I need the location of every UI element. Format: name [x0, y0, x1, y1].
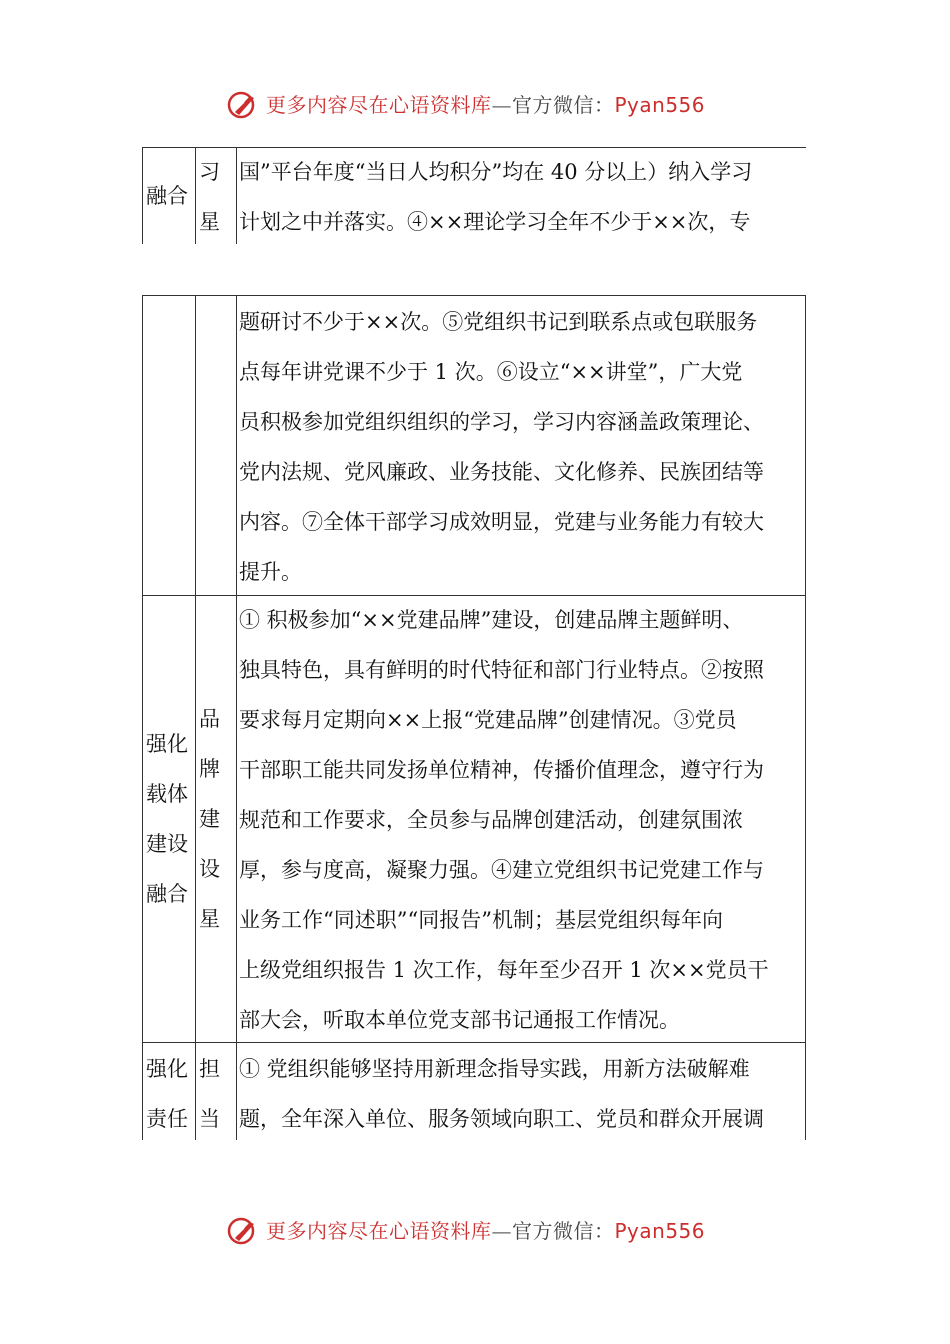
watermark-id: Pyan556: [614, 1219, 706, 1243]
content-cell: [237, 148, 806, 244]
table-row: [142, 147, 806, 244]
content-cell: [237, 1042, 806, 1140]
watermark-separator: —: [491, 93, 512, 117]
watermark-text: [266, 90, 705, 120]
category-cell: [142, 1042, 196, 1140]
watermark-label: 官方微信：: [512, 93, 615, 117]
table-row: [142, 295, 806, 596]
category-text: 强化 载体 建设 融合: [146, 732, 188, 906]
category-text: 强化 责任: [146, 1057, 188, 1131]
watermark-footer: [0, 1212, 950, 1252]
watermark-id: Pyan556: [614, 93, 706, 117]
watermark-label: 官方微信：: [512, 1219, 615, 1243]
category-cell: [142, 148, 196, 244]
content-cell: [237, 296, 806, 595]
category-cell: [142, 296, 196, 595]
watermark-main: 更多内容尽在心语资料库: [266, 93, 492, 117]
watermark-header: [0, 86, 950, 126]
watermark-text: [266, 1216, 705, 1246]
content-text: ① 党组织能够坚持用新理念指导实践，用新方法破解难 题，全年深入单位、服务领域向职工、党员和群众开展调: [239, 1057, 764, 1131]
star-cell: [196, 1042, 237, 1140]
star-text: 品 牌 建 设 星: [199, 707, 220, 931]
category-text: 融合: [146, 184, 188, 208]
pen-logo-icon: [226, 88, 260, 122]
star-cell: [196, 148, 237, 244]
content-cell: [237, 594, 806, 1042]
watermark-separator: —: [491, 1219, 512, 1243]
content-text: 国”平台年度“当日人均积分”均在 40 分以上）纳入学习 计划之中并落实。④××理论学习全年不少于××次，专: [239, 160, 753, 234]
star-text: 担 当: [199, 1057, 220, 1131]
content-text: 题研讨不少于××次。⑤党组织书记到联系点或包联服务 点每年讲党课不少于 1 次。⑥设立“××讲堂”，广大党 员积极参加党组织组织的学习，学习内容涵盖政策理论、 党内法规、党风廉政、业务技能、文化修养、民族团结等 内容。⑦全体干部学习成效明显，党建与业务能力有较大 提升。: [239, 310, 764, 584]
category-cell: [142, 594, 196, 1042]
content-text: ① 积极参加“××党建品牌”建设，创建品牌主题鲜明、 独具特色，具有鲜明的时代特征和部门行业特点。②按照 要求每月定期向××上报“党建品牌”创建情况。③党员 干部职工能共同发扬单位精神，传播价值理念，遵守行为 规范和工作要求，全员参与品牌创建活动，创建氛围浓 厚，参与度高，凝聚力强。④建立党组织书记党建工作与 业务工作“同述职”“同报告”机制；基层党组织每年向 上级党组织报告 1 次工作，每年至少召开 1 次××党员干 部大会，听取本单位党支部书记通报工作情况。: [239, 608, 769, 1032]
table-row: [142, 594, 806, 1043]
star-cell: [196, 594, 237, 1042]
star-cell: [196, 296, 237, 595]
watermark-main: 更多内容尽在心语资料库: [266, 1219, 492, 1243]
pen-logo-icon: [226, 1214, 260, 1248]
table-row: [142, 1042, 806, 1140]
star-text: 习 星: [199, 160, 220, 234]
